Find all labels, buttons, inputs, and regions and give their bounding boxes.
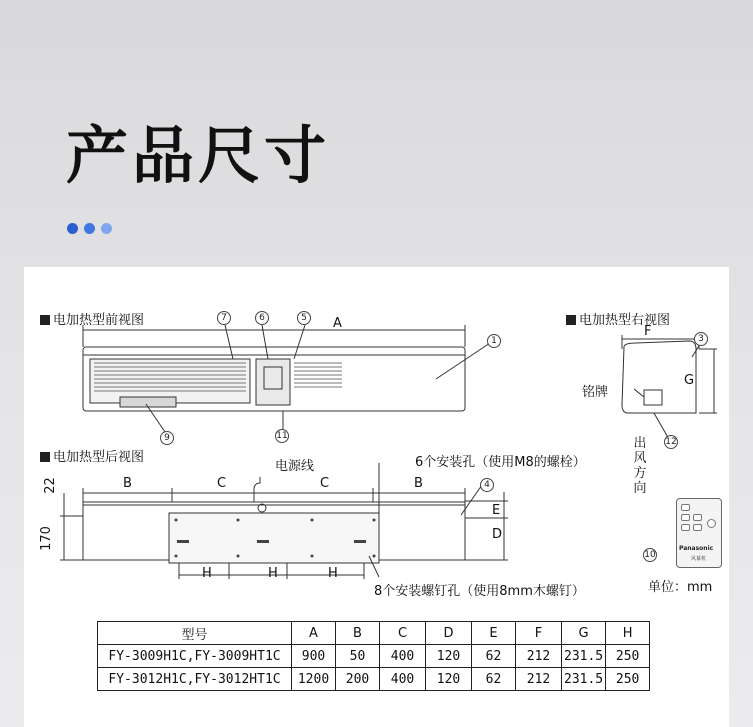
dim-c-left: C [217,476,227,491]
dim-h-3: H [328,566,338,581]
page-title: 产品尺寸 [66,119,331,192]
dim-g: G [684,373,695,388]
spec-table [97,621,650,691]
callout-11: 11 [276,431,288,441]
callout-3: 3 [694,332,708,346]
table-row: FY-3009H1C,FY-3009HT1C 900 50 400 120 62 212 231.5 250 [98,645,650,668]
dimension-card [24,267,729,727]
callout-4: 4 [480,478,494,492]
remote-brand: Panasonic [679,545,714,552]
front-view-label: 电加热型前视图 [40,309,144,328]
unit-label: 单位：mm [648,580,713,595]
dot-3 [101,223,112,234]
callout-1: 1 [487,334,501,348]
callout-5: 5 [297,311,311,325]
remote-sub: 风幕机 [691,556,707,562]
nameplate-label: 铭牌 [582,385,609,400]
dim-c-right: C [320,476,330,491]
dim-h-2: H [268,566,278,581]
dot-1 [67,223,78,234]
spec-table-header: 型号 A B C D E F G H [98,622,650,645]
dim-b-left: B [123,476,132,491]
screw-holes-label: 8个安装螺钉孔（使用8mm木螺钉） [374,584,585,599]
right-view-label: 电加热型右视图 [566,309,670,328]
dim-22: 22 [42,477,58,494]
dim-f: F [644,324,652,339]
bolt-holes-label: 6个安装孔（使用M8的螺栓） [415,455,586,470]
back-view-label: 电加热型后视图 [40,446,144,465]
callout-7: 7 [217,311,231,325]
power-cord-label: 电源线 [275,459,315,474]
dim-d: D [492,527,503,542]
remote-control [676,498,722,568]
dim-a: A [333,316,342,331]
callout-9: 9 [160,431,174,445]
dim-e: E [492,503,501,518]
dim-h-1: H [202,566,212,581]
table-row: FY-3012H1C,FY-3012HT1C 1200 200 400 120 62 212 231.5 250 [98,668,650,691]
dot-2 [84,223,95,234]
callout-10: 10 [644,550,656,560]
callout-6: 6 [255,311,269,325]
dim-170: 170 [38,526,54,551]
airflow-direction-label: 出 风 方 向 [633,436,647,496]
callout-12: 12 [665,437,677,447]
pagination-dots [67,223,112,234]
dim-b-right: B [414,476,423,491]
